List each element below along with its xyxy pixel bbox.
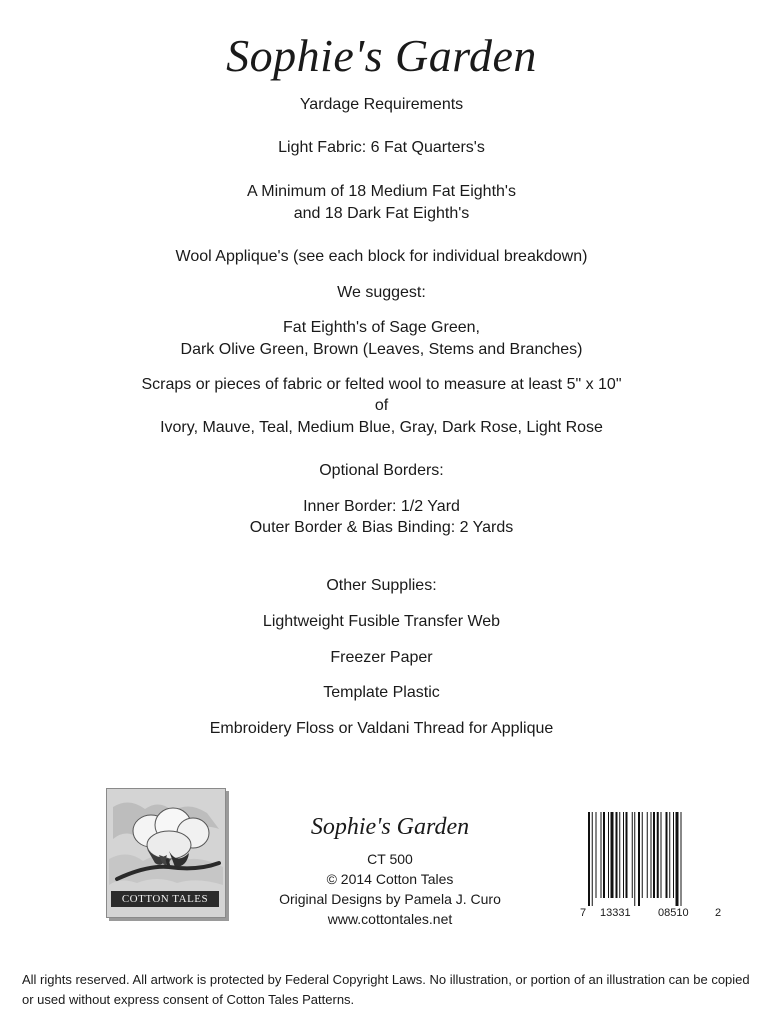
supply-freezer-paper: Freezer Paper: [330, 649, 433, 666]
barcode-bars: [578, 812, 724, 906]
light-fabric-line: Light Fabric: 6 Fat Quarters's: [278, 139, 485, 156]
outer-border-line: Outer Border & Bias Binding: 2 Yards: [249, 519, 514, 536]
logo-caption: COTTON TALES: [111, 891, 219, 907]
cotton-tales-logo: [106, 788, 226, 918]
wool-line: Wool Applique's (see each block for individual breakdown): [175, 248, 588, 265]
pattern-code: CT 500: [367, 851, 413, 867]
other-supplies-heading: Other Supplies:: [326, 577, 437, 594]
optional-borders-heading: Optional Borders:: [319, 462, 444, 479]
barcode-digit-group-2: 08510: [658, 907, 689, 919]
info-title: Sophie's Garden: [310, 814, 470, 840]
scraps-line-3: Ivory, Mauve, Teal, Medium Blue, Gray, Dark Rose, Light Rose: [160, 419, 603, 436]
designer-line: Original Designs by Pamela J. Curo: [279, 891, 501, 907]
suggest-line: We suggest:: [337, 284, 426, 301]
minimum-line-1: A Minimum of 18 Medium Fat Eighth's: [247, 183, 516, 200]
inner-border-line: Inner Border: 1/2 Yard: [303, 498, 460, 515]
footer-copyright-notice: All rights reserved. All artwork is protected by Federal Copyright Laws. No illustration, or portion of an illustration can be copied or used without express consent of Cotton Tales Patterns.: [22, 972, 750, 1007]
minimum-line-2: and 18 Dark Fat Eighth's: [293, 205, 470, 222]
barcode-digit-group-1: 13331: [600, 907, 631, 919]
scraps-line-1: Scraps or pieces of fabric or felted wool to measure at least 5" x 10": [141, 376, 622, 393]
yardage-heading: Yardage Requirements: [299, 96, 464, 113]
copyright-line: © 2014 Cotton Tales: [326, 871, 454, 887]
page-title: Sophie's Garden: [226, 30, 537, 81]
scraps-line-2: of: [374, 397, 389, 414]
barcode-digit-1: 7: [580, 907, 587, 919]
fat-eighths-line-2: Dark Olive Green, Brown (Leaves, Stems and Branches): [180, 341, 583, 358]
supply-embroidery-floss: Embroidery Floss or Valdani Thread for Applique: [209, 720, 554, 737]
barcode: [578, 812, 724, 922]
barcode-digit-2: 2: [715, 907, 722, 919]
supply-fusible-web: Lightweight Fusible Transfer Web: [262, 613, 501, 630]
supply-template-plastic: Template Plastic: [323, 684, 440, 701]
website-line: www.cottontales.net: [327, 911, 453, 927]
fat-eighths-line-1: Fat Eighth's of Sage Green,: [283, 319, 480, 336]
